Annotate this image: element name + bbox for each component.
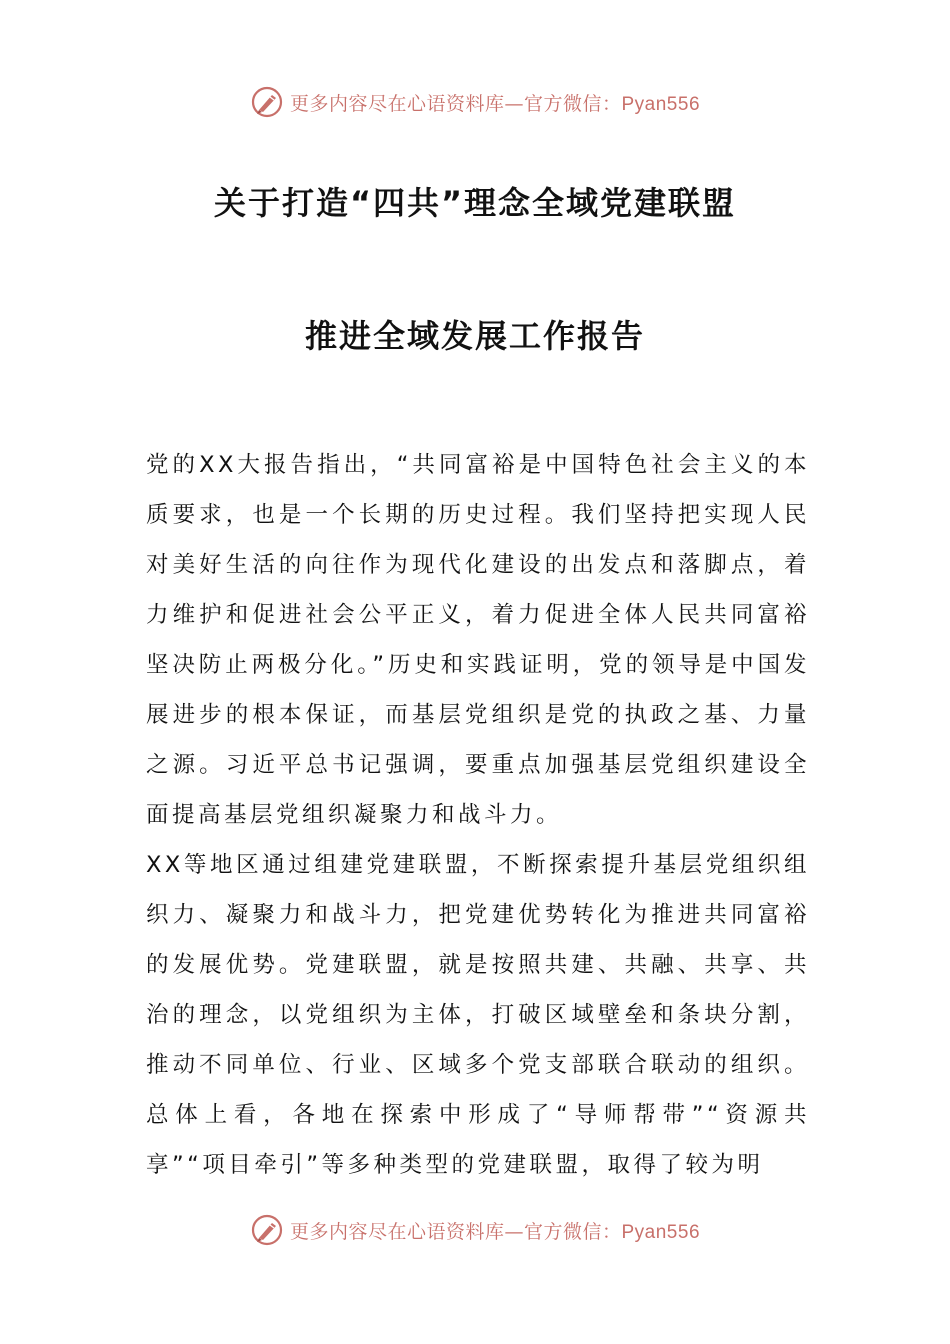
- pen-logo-icon: [250, 1213, 284, 1247]
- document-title-line1: 关于打造“四共”理念全域党建联盟: [213, 184, 737, 222]
- header-watermark: [0, 82, 950, 122]
- footer-watermark: [0, 1210, 950, 1250]
- pen-logo-icon: [250, 85, 284, 119]
- document-body: [146, 440, 810, 1190]
- watermark-id: Pyan556: [621, 93, 701, 115]
- paragraph-2: XX等地区通过组建党建联盟，不断探索提升基层党组织组织力、凝聚力和战斗力，把党建优势转化为推进共同富裕的发展优势。党建联盟，就是按照共建、共融、共享、共治的理念，以党组织为主体，打破区域壁垒和条块分割，推动不同单位、行业、区域多个党支部联合联动的组织。总体上看，各地在探索中形成了“导师帮带”“资源共享”“项目牵引”等多种类型的党建联盟，取得了较为明: [146, 852, 810, 1178]
- paragraph-1: 党的XX大报告指出，“共同富裕是中国特色社会主义的本质要求，也是一个长期的历史过程。我们坚持把实现人民对美好生活的向往作为现代化建设的出发点和落脚点，着力维护和促进社会公平正义，着力促进全体人民共同富裕坚决防止两极分化。”历史和实践证明，党的领导是中国发展进步的根本保证，而基层党组织是党的执政之基、力量之源。习近平总书记强调，要重点加强基层党组织建设全面提高基层党组织凝聚力和战斗力。: [146, 452, 810, 828]
- watermark-text: 更多内容尽在心语资料库—官方微信：Pyan556: [289, 1220, 701, 1243]
- watermark-text: 更多内容尽在心语资料库—官方微信：Pyan556: [289, 92, 701, 115]
- document-title-line2: 推进全域发展工作报告: [304, 317, 645, 355]
- watermark-id: Pyan556: [621, 1221, 701, 1243]
